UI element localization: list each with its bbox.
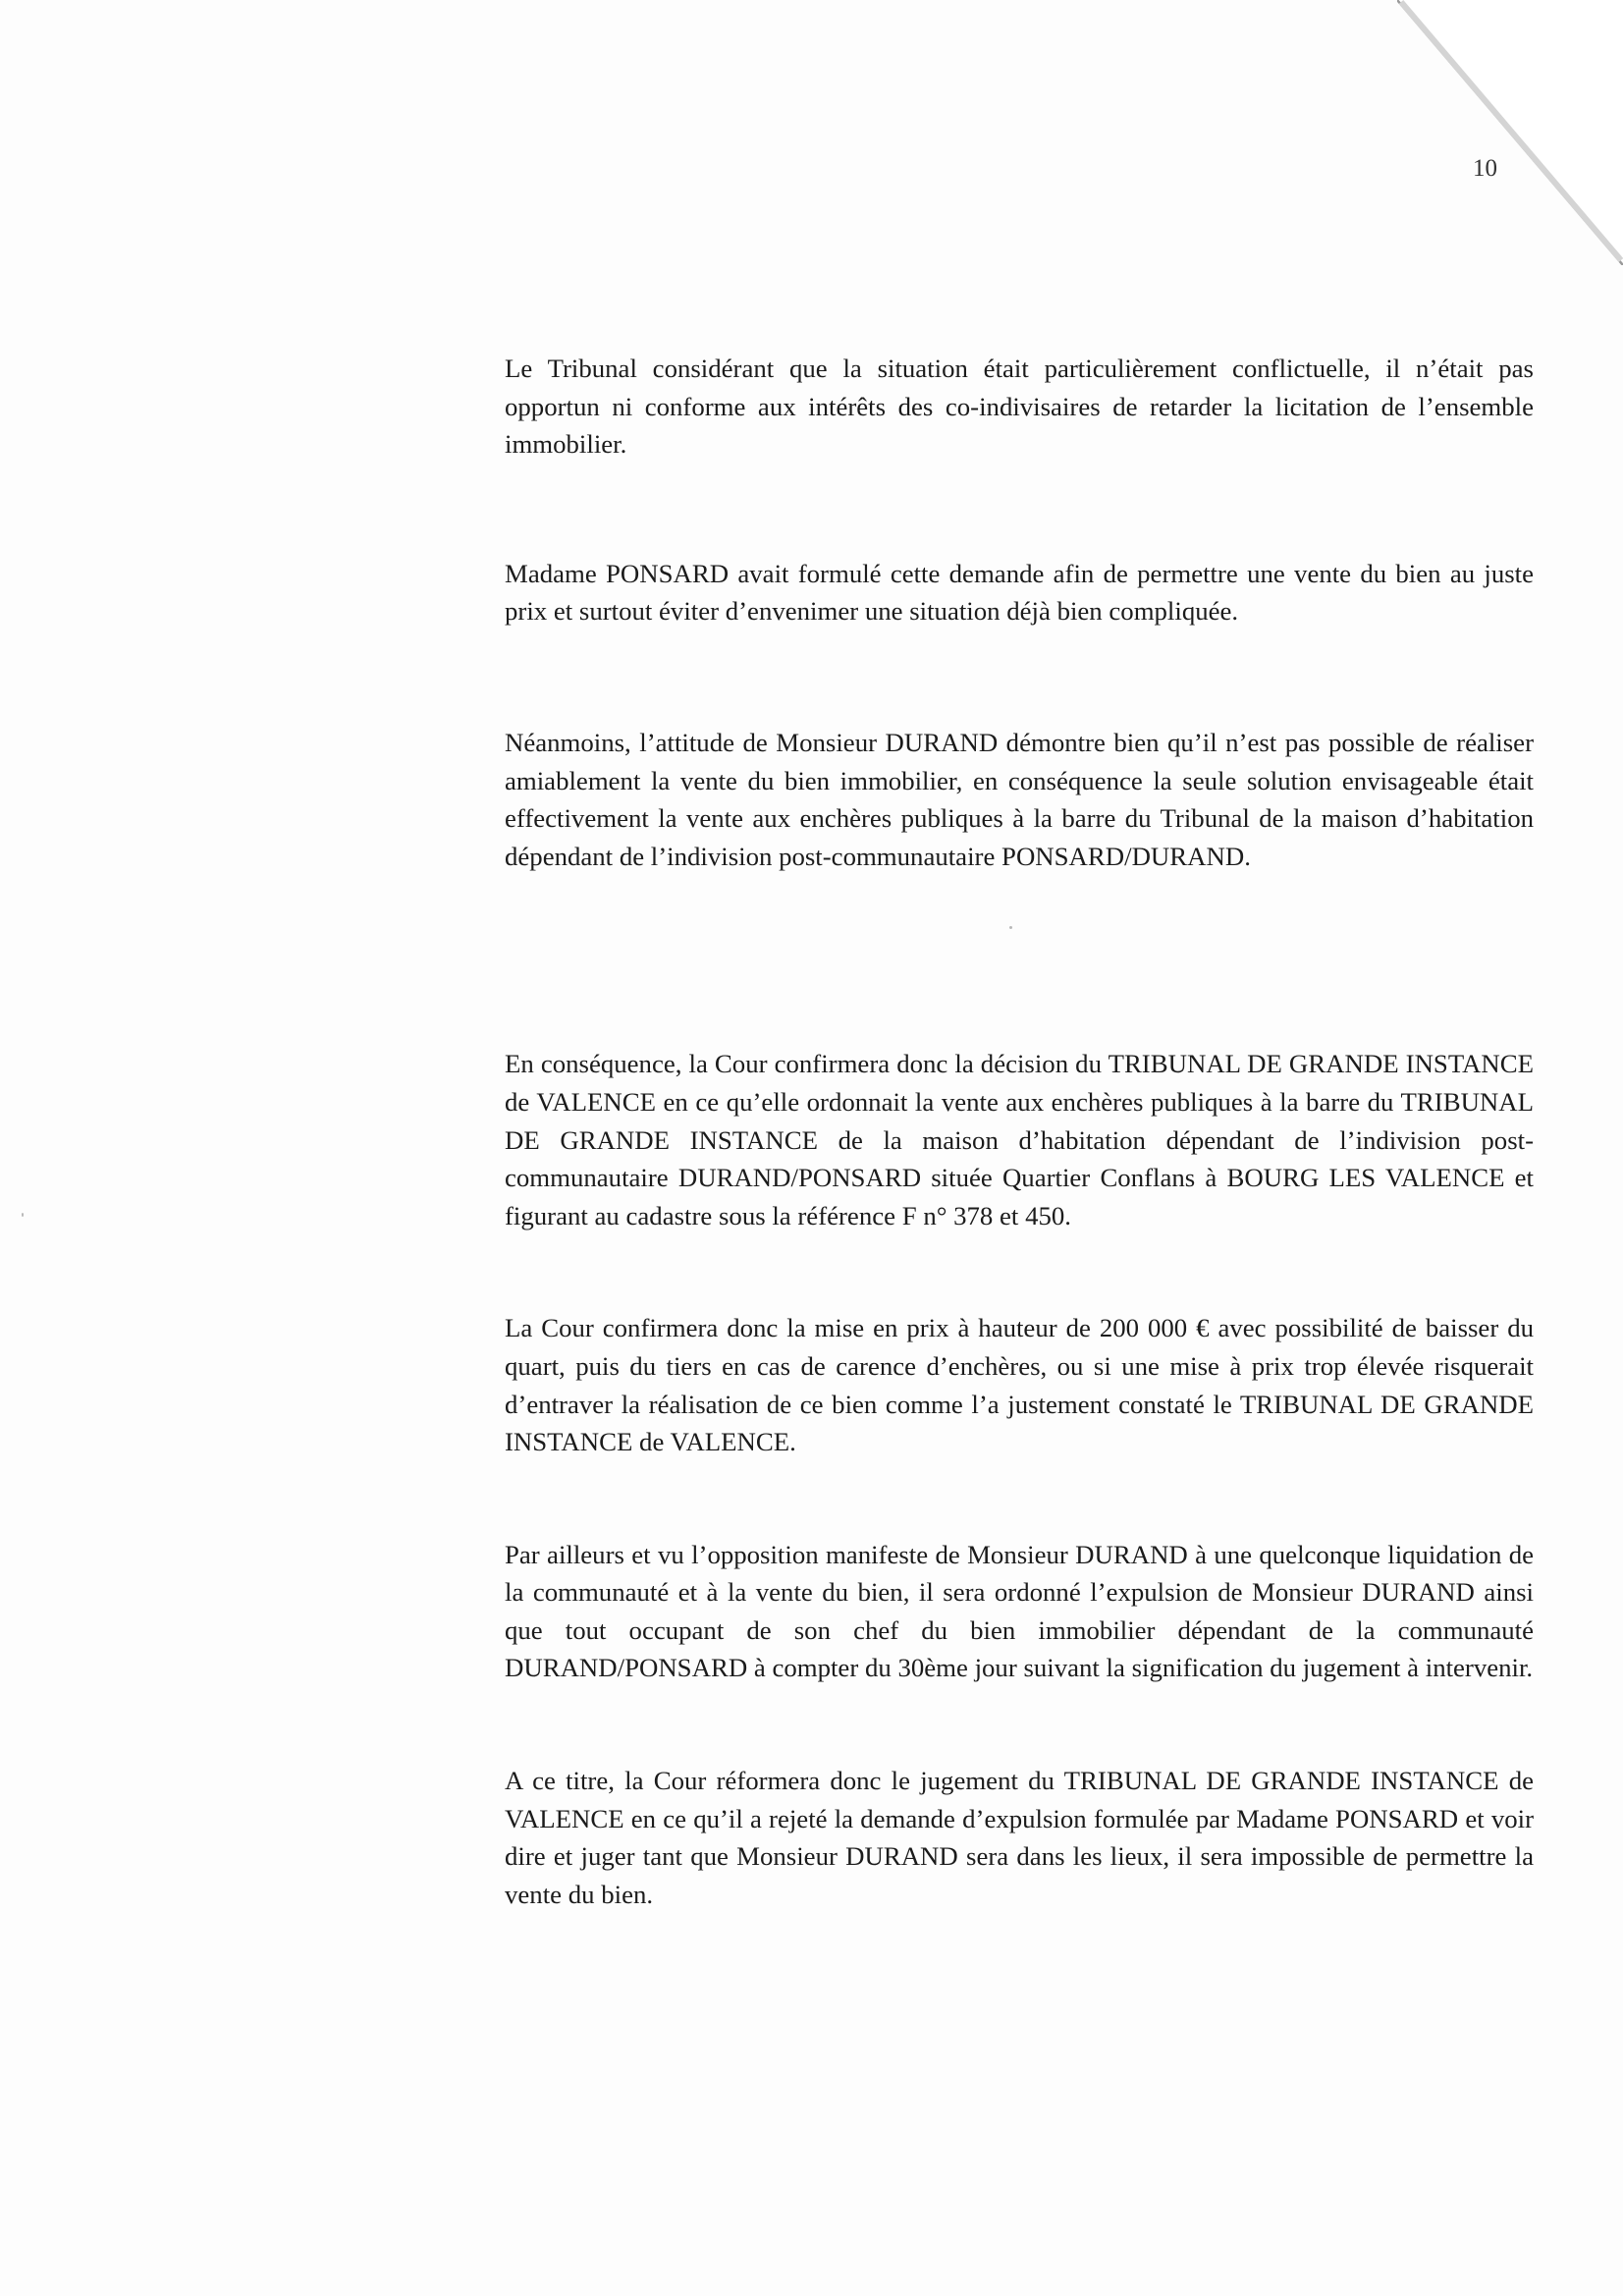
scan-speck: [22, 1213, 24, 1217]
paragraph-7: A ce titre, la Cour réformera donc le jugement du TRIBUNAL DE GRANDE INSTANCE de VALENCE en ce qu’il a rejeté la demande d’expulsion formulée par Madame PONSARD et voir dire et juger tant que Monsieur DURAND sera dans les lieux, il sera impossible de permettre la vente du bien.: [505, 1766, 1534, 1909]
paragraph-6: Par ailleurs et vu l’opposition manifeste de Monsieur DURAND à une quelconque liquidation de la communauté et à la vente du bien, il sera ordonné l’expulsion de Monsieur DURAND ainsi que tout occupant de son chef du bien immobilier dépendant de la communauté DURAND/PONSARD à compter du 30ème jour suivant la signification du jugement à intervenir.: [505, 1539, 1534, 1683]
paragraph-3: Néanmoins, l’attitude de Monsieur DURAND démontre bien qu’il n’est pas possible de réaliser amiablement la vente du bien immobilier, en conséquence la seule solution envisageable était effectivement la vente aux enchères publiques à la barre du Tribunal de la maison d’habitation dépendant de l’indivision post-communautaire PONSARD/DURAND.: [505, 727, 1534, 871]
page-corner-fold: [1397, 0, 1623, 265]
scan-speck: [1009, 926, 1012, 929]
paragraph-5: La Cour confirmera donc la mise en prix à hauteur de 200 000 € avec possibilité de baisser du quart, puis du tiers en cas de carence d’enchères, ou si une mise à prix trop élevée risquerait d’entraver la réalisation de ce bien comme l’a justement constaté le TRIBUNAL DE GRANDE INSTANCE de VALENCE.: [505, 1313, 1534, 1457]
page-number: 10: [1473, 155, 1497, 182]
paragraph-2: Madame PONSARD avait formulé cette demande afin de permettre une vente du bien au juste prix et surtout éviter d’envenimer une situation déjà bien compliquée.: [505, 558, 1534, 627]
paragraph-1: Le Tribunal considérant que la situation était particulièrement conflictuelle, il n’était pas opportun ni conforme aux intérêts des co-indivisaires de retarder la licitation de l’ensemble immobilier.: [505, 354, 1534, 460]
document-body: [505, 350, 1534, 1913]
paragraph-4: En conséquence, la Cour confirmera donc la décision du TRIBUNAL DE GRANDE INSTANCE de VALENCE en ce qu’elle ordonnait la vente aux enchères publiques à la barre du TRIBUNAL DE GRANDE INSTANCE de la maison d’habitation dépendant de l’indivision post-communautaire DURAND/PONSARD située Quartier Conflans à BOURG LES VALENCE et figurant au cadastre sous la référence F n° 378 et 450.: [505, 1049, 1534, 1230]
